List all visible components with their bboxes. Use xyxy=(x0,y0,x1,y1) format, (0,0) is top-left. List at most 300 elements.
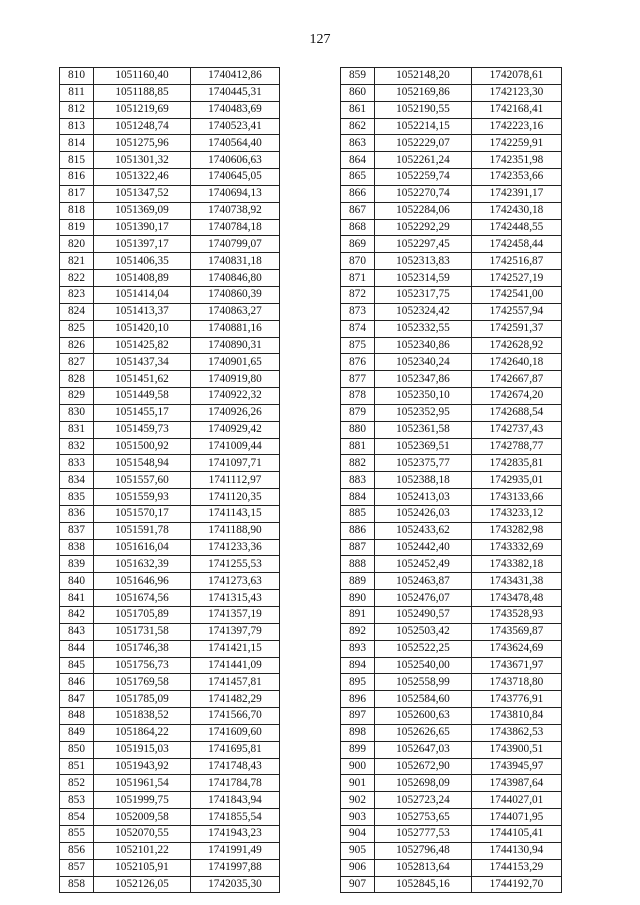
y-coordinate-cell: 1742667,87 xyxy=(472,371,562,388)
table-row xyxy=(341,202,562,219)
point-number-cell: 891 xyxy=(341,607,375,624)
point-number-cell: 888 xyxy=(341,556,375,573)
y-coordinate-cell: 1741457,81 xyxy=(191,674,280,691)
table-row xyxy=(341,286,562,303)
x-coordinate-cell: 1052169,86 xyxy=(375,84,472,101)
table-row xyxy=(60,489,280,506)
y-coordinate-cell: 1743478,48 xyxy=(472,590,562,607)
table-row xyxy=(341,270,562,287)
y-coordinate-cell: 1740523,41 xyxy=(191,118,280,135)
x-coordinate-cell: 1051275,96 xyxy=(94,135,191,152)
x-coordinate-cell: 1051838,52 xyxy=(94,708,191,725)
point-number-cell: 897 xyxy=(341,708,375,725)
y-coordinate-cell: 1742448,55 xyxy=(472,219,562,236)
x-coordinate-cell: 1051785,09 xyxy=(94,691,191,708)
x-coordinate-cell: 1051559,93 xyxy=(94,489,191,506)
table-row xyxy=(60,708,280,725)
point-number-cell: 883 xyxy=(341,472,375,489)
x-coordinate-cell: 1052070,55 xyxy=(94,825,191,842)
y-coordinate-cell: 1741784,78 xyxy=(191,775,280,792)
point-number-cell: 844 xyxy=(60,640,94,657)
point-number-cell: 818 xyxy=(60,202,94,219)
point-number-cell: 848 xyxy=(60,708,94,725)
point-number-cell: 850 xyxy=(60,741,94,758)
point-number-cell: 886 xyxy=(341,522,375,539)
y-coordinate-cell: 1743862,53 xyxy=(472,724,562,741)
table-row xyxy=(341,438,562,455)
table-row xyxy=(60,202,280,219)
table-row xyxy=(341,539,562,556)
point-number-cell: 871 xyxy=(341,270,375,287)
x-coordinate-cell: 1052845,16 xyxy=(375,876,472,893)
x-coordinate-cell: 1052284,06 xyxy=(375,202,472,219)
table-row xyxy=(341,303,562,320)
x-coordinate-cell: 1052126,05 xyxy=(94,876,191,893)
y-coordinate-cell: 1741120,35 xyxy=(191,489,280,506)
table-row xyxy=(341,388,562,405)
y-coordinate-cell: 1742688,54 xyxy=(472,404,562,421)
table-row xyxy=(341,623,562,640)
y-coordinate-cell: 1741097,71 xyxy=(191,455,280,472)
point-number-cell: 839 xyxy=(60,556,94,573)
y-coordinate-cell: 1740860,39 xyxy=(191,286,280,303)
y-coordinate-cell: 1742628,92 xyxy=(472,337,562,354)
table-row xyxy=(341,556,562,573)
y-coordinate-cell: 1742788,77 xyxy=(472,438,562,455)
y-coordinate-cell: 1743718,80 xyxy=(472,674,562,691)
table-row xyxy=(60,253,280,270)
point-number-cell: 811 xyxy=(60,84,94,101)
table-row xyxy=(341,337,562,354)
table-row xyxy=(341,169,562,186)
point-number-cell: 907 xyxy=(341,876,375,893)
x-coordinate-cell: 1051731,58 xyxy=(94,623,191,640)
table-row xyxy=(60,505,280,522)
x-coordinate-cell: 1052522,25 xyxy=(375,640,472,657)
point-number-cell: 819 xyxy=(60,219,94,236)
x-coordinate-cell: 1052647,03 xyxy=(375,741,472,758)
point-number-cell: 882 xyxy=(341,455,375,472)
table-row xyxy=(60,354,280,371)
y-coordinate-cell: 1743671,97 xyxy=(472,657,562,674)
x-coordinate-cell: 1052313,83 xyxy=(375,253,472,270)
point-number-cell: 833 xyxy=(60,455,94,472)
point-number-cell: 878 xyxy=(341,388,375,405)
table-row xyxy=(341,152,562,169)
y-coordinate-cell: 1744153,29 xyxy=(472,859,562,876)
table-row xyxy=(341,825,562,842)
x-coordinate-cell: 1051756,73 xyxy=(94,657,191,674)
y-coordinate-cell: 1743332,69 xyxy=(472,539,562,556)
table-row xyxy=(341,708,562,725)
y-coordinate-cell: 1741609,60 xyxy=(191,724,280,741)
point-number-cell: 885 xyxy=(341,505,375,522)
y-coordinate-cell: 1742640,18 xyxy=(472,354,562,371)
point-number-cell: 890 xyxy=(341,590,375,607)
point-number-cell: 841 xyxy=(60,590,94,607)
table-row xyxy=(60,792,280,809)
table-row xyxy=(341,775,562,792)
point-number-cell: 865 xyxy=(341,169,375,186)
table-row xyxy=(60,169,280,186)
table-row xyxy=(60,101,280,118)
x-coordinate-cell: 1052297,45 xyxy=(375,236,472,253)
point-number-cell: 884 xyxy=(341,489,375,506)
table-row xyxy=(60,691,280,708)
point-number-cell: 853 xyxy=(60,792,94,809)
x-coordinate-cell: 1051408,89 xyxy=(94,270,191,287)
table-row xyxy=(60,472,280,489)
point-number-cell: 899 xyxy=(341,741,375,758)
table-row xyxy=(341,135,562,152)
point-number-cell: 859 xyxy=(341,68,375,85)
y-coordinate-cell: 1741748,43 xyxy=(191,758,280,775)
x-coordinate-cell: 1052584,60 xyxy=(375,691,472,708)
y-coordinate-cell: 1740863,27 xyxy=(191,303,280,320)
table-row xyxy=(60,842,280,859)
table-row xyxy=(341,84,562,101)
x-coordinate-cell: 1052148,20 xyxy=(375,68,472,85)
y-coordinate-cell: 1744192,70 xyxy=(472,876,562,893)
point-number-cell: 852 xyxy=(60,775,94,792)
y-coordinate-cell: 1742458,44 xyxy=(472,236,562,253)
table-row xyxy=(60,556,280,573)
y-coordinate-cell: 1741143,15 xyxy=(191,505,280,522)
y-coordinate-cell: 1743987,64 xyxy=(472,775,562,792)
point-number-cell: 857 xyxy=(60,859,94,876)
point-number-cell: 849 xyxy=(60,724,94,741)
y-coordinate-cell: 1741695,81 xyxy=(191,741,280,758)
table-row xyxy=(341,118,562,135)
y-coordinate-cell: 1742557,94 xyxy=(472,303,562,320)
table-row xyxy=(60,640,280,657)
y-coordinate-cell: 1742541,00 xyxy=(472,286,562,303)
x-coordinate-cell: 1052101,22 xyxy=(94,842,191,859)
y-coordinate-cell: 1741566,70 xyxy=(191,708,280,725)
x-coordinate-cell: 1052433,62 xyxy=(375,522,472,539)
y-coordinate-cell: 1742737,43 xyxy=(472,421,562,438)
x-coordinate-cell: 1052442,40 xyxy=(375,539,472,556)
table-row xyxy=(60,320,280,337)
x-coordinate-cell: 1052190,55 xyxy=(375,101,472,118)
x-coordinate-cell: 1051414,04 xyxy=(94,286,191,303)
x-coordinate-cell: 1052314,59 xyxy=(375,270,472,287)
x-coordinate-cell: 1051455,17 xyxy=(94,404,191,421)
x-coordinate-cell: 1052214,15 xyxy=(375,118,472,135)
point-number-cell: 836 xyxy=(60,505,94,522)
x-coordinate-cell: 1052413,03 xyxy=(375,489,472,506)
point-number-cell: 824 xyxy=(60,303,94,320)
x-coordinate-cell: 1051413,37 xyxy=(94,303,191,320)
point-number-cell: 904 xyxy=(341,825,375,842)
y-coordinate-cell: 1740799,07 xyxy=(191,236,280,253)
point-number-cell: 832 xyxy=(60,438,94,455)
x-coordinate-cell: 1052426,03 xyxy=(375,505,472,522)
y-coordinate-cell: 1741009,44 xyxy=(191,438,280,455)
x-coordinate-cell: 1052340,86 xyxy=(375,337,472,354)
y-coordinate-cell: 1743382,18 xyxy=(472,556,562,573)
x-coordinate-cell: 1051674,56 xyxy=(94,590,191,607)
table-row xyxy=(60,371,280,388)
x-coordinate-cell: 1052270,74 xyxy=(375,185,472,202)
x-coordinate-cell: 1052452,49 xyxy=(375,556,472,573)
table-row xyxy=(341,219,562,236)
y-coordinate-cell: 1741397,79 xyxy=(191,623,280,640)
y-coordinate-cell: 1740901,65 xyxy=(191,354,280,371)
x-coordinate-cell: 1052332,55 xyxy=(375,320,472,337)
point-number-cell: 812 xyxy=(60,101,94,118)
y-coordinate-cell: 1740929,42 xyxy=(191,421,280,438)
point-number-cell: 827 xyxy=(60,354,94,371)
x-coordinate-cell: 1051943,92 xyxy=(94,758,191,775)
x-coordinate-cell: 1052490,57 xyxy=(375,607,472,624)
point-number-cell: 895 xyxy=(341,674,375,691)
y-coordinate-cell: 1744130,94 xyxy=(472,842,562,859)
point-number-cell: 898 xyxy=(341,724,375,741)
y-coordinate-cell: 1740738,92 xyxy=(191,202,280,219)
x-coordinate-cell: 1052259,74 xyxy=(375,169,472,186)
point-number-cell: 876 xyxy=(341,354,375,371)
x-coordinate-cell: 1051459,73 xyxy=(94,421,191,438)
table-row xyxy=(341,371,562,388)
table-row xyxy=(60,539,280,556)
y-coordinate-cell: 1742516,87 xyxy=(472,253,562,270)
x-coordinate-cell: 1051406,35 xyxy=(94,253,191,270)
x-coordinate-cell: 1052476,07 xyxy=(375,590,472,607)
point-number-cell: 810 xyxy=(60,68,94,85)
table-row xyxy=(60,724,280,741)
table-row xyxy=(60,236,280,253)
table-row xyxy=(341,657,562,674)
x-coordinate-cell: 1052375,77 xyxy=(375,455,472,472)
point-number-cell: 830 xyxy=(60,404,94,421)
table-row xyxy=(60,135,280,152)
point-number-cell: 872 xyxy=(341,286,375,303)
table-row xyxy=(60,404,280,421)
table-row xyxy=(60,758,280,775)
y-coordinate-cell: 1742674,20 xyxy=(472,388,562,405)
y-coordinate-cell: 1740412,86 xyxy=(191,68,280,85)
x-coordinate-cell: 1052361,58 xyxy=(375,421,472,438)
y-coordinate-cell: 1743282,98 xyxy=(472,522,562,539)
point-number-cell: 835 xyxy=(60,489,94,506)
point-number-cell: 860 xyxy=(341,84,375,101)
table-row xyxy=(60,270,280,287)
y-coordinate-cell: 1741482,29 xyxy=(191,691,280,708)
y-coordinate-cell: 1741997,88 xyxy=(191,859,280,876)
point-number-cell: 880 xyxy=(341,421,375,438)
table-row xyxy=(341,640,562,657)
table-row xyxy=(341,68,562,85)
point-number-cell: 877 xyxy=(341,371,375,388)
y-coordinate-cell: 1742430,18 xyxy=(472,202,562,219)
y-coordinate-cell: 1741315,43 xyxy=(191,590,280,607)
point-number-cell: 887 xyxy=(341,539,375,556)
point-number-cell: 845 xyxy=(60,657,94,674)
y-coordinate-cell: 1743776,91 xyxy=(472,691,562,708)
x-coordinate-cell: 1052340,24 xyxy=(375,354,472,371)
point-number-cell: 894 xyxy=(341,657,375,674)
x-coordinate-cell: 1051646,96 xyxy=(94,573,191,590)
table-row xyxy=(60,421,280,438)
y-coordinate-cell: 1742527,19 xyxy=(472,270,562,287)
x-coordinate-cell: 1051219,69 xyxy=(94,101,191,118)
x-coordinate-cell: 1051616,04 xyxy=(94,539,191,556)
y-coordinate-cell: 1741843,94 xyxy=(191,792,280,809)
x-coordinate-cell: 1051322,46 xyxy=(94,169,191,186)
table-row xyxy=(60,859,280,876)
table-row xyxy=(341,404,562,421)
table-row xyxy=(341,522,562,539)
x-coordinate-cell: 1052540,00 xyxy=(375,657,472,674)
x-coordinate-cell: 1051591,78 xyxy=(94,522,191,539)
y-coordinate-cell: 1742035,30 xyxy=(191,876,280,893)
x-coordinate-cell: 1052672,90 xyxy=(375,758,472,775)
x-coordinate-cell: 1052753,65 xyxy=(375,809,472,826)
x-coordinate-cell: 1051420,10 xyxy=(94,320,191,337)
table-row xyxy=(60,438,280,455)
table-row xyxy=(341,842,562,859)
x-coordinate-cell: 1052723,24 xyxy=(375,792,472,809)
x-coordinate-cell: 1051864,22 xyxy=(94,724,191,741)
point-number-cell: 900 xyxy=(341,758,375,775)
table-row xyxy=(60,388,280,405)
y-coordinate-cell: 1743431,38 xyxy=(472,573,562,590)
table-row xyxy=(60,607,280,624)
y-coordinate-cell: 1741112,97 xyxy=(191,472,280,489)
y-coordinate-cell: 1740831,18 xyxy=(191,253,280,270)
x-coordinate-cell: 1051248,74 xyxy=(94,118,191,135)
x-coordinate-cell: 1051915,03 xyxy=(94,741,191,758)
y-coordinate-cell: 1741188,90 xyxy=(191,522,280,539)
y-coordinate-cell: 1741273,63 xyxy=(191,573,280,590)
y-coordinate-cell: 1741255,53 xyxy=(191,556,280,573)
y-coordinate-cell: 1741855,54 xyxy=(191,809,280,826)
point-number-cell: 901 xyxy=(341,775,375,792)
table-row xyxy=(60,152,280,169)
point-number-cell: 840 xyxy=(60,573,94,590)
y-coordinate-cell: 1742223,16 xyxy=(472,118,562,135)
table-row xyxy=(341,607,562,624)
point-number-cell: 893 xyxy=(341,640,375,657)
y-coordinate-cell: 1740564,40 xyxy=(191,135,280,152)
point-number-cell: 847 xyxy=(60,691,94,708)
x-coordinate-cell: 1052777,53 xyxy=(375,825,472,842)
table-row xyxy=(341,792,562,809)
table-row xyxy=(60,522,280,539)
x-coordinate-cell: 1052347,86 xyxy=(375,371,472,388)
point-number-cell: 863 xyxy=(341,135,375,152)
x-coordinate-cell: 1051705,89 xyxy=(94,607,191,624)
point-number-cell: 867 xyxy=(341,202,375,219)
x-coordinate-cell: 1052352,95 xyxy=(375,404,472,421)
point-number-cell: 906 xyxy=(341,859,375,876)
table-row xyxy=(341,809,562,826)
x-coordinate-cell: 1052626,65 xyxy=(375,724,472,741)
x-coordinate-cell: 1052009,58 xyxy=(94,809,191,826)
table-row xyxy=(60,219,280,236)
point-number-cell: 889 xyxy=(341,573,375,590)
x-coordinate-cell: 1051746,38 xyxy=(94,640,191,657)
point-number-cell: 813 xyxy=(60,118,94,135)
point-number-cell: 870 xyxy=(341,253,375,270)
y-coordinate-cell: 1743810,84 xyxy=(472,708,562,725)
table-row xyxy=(341,505,562,522)
x-coordinate-cell: 1051451,62 xyxy=(94,371,191,388)
x-coordinate-cell: 1051160,40 xyxy=(94,68,191,85)
x-coordinate-cell: 1052229,07 xyxy=(375,135,472,152)
table-row xyxy=(60,286,280,303)
table-row xyxy=(341,691,562,708)
x-coordinate-cell: 1051961,54 xyxy=(94,775,191,792)
y-coordinate-cell: 1742259,91 xyxy=(472,135,562,152)
page-number: 127 xyxy=(309,32,331,47)
x-coordinate-cell: 1051369,09 xyxy=(94,202,191,219)
table-row xyxy=(60,809,280,826)
y-coordinate-cell: 1740919,80 xyxy=(191,371,280,388)
y-coordinate-cell: 1741441,09 xyxy=(191,657,280,674)
point-number-cell: 815 xyxy=(60,152,94,169)
point-number-cell: 834 xyxy=(60,472,94,489)
point-number-cell: 826 xyxy=(60,337,94,354)
x-coordinate-cell: 1052463,87 xyxy=(375,573,472,590)
table-row xyxy=(60,741,280,758)
y-coordinate-cell: 1742391,17 xyxy=(472,185,562,202)
x-coordinate-cell: 1051425,82 xyxy=(94,337,191,354)
y-coordinate-cell: 1743945,97 xyxy=(472,758,562,775)
table-row xyxy=(60,337,280,354)
table-row xyxy=(341,320,562,337)
point-number-cell: 823 xyxy=(60,286,94,303)
table-row xyxy=(341,253,562,270)
point-number-cell: 905 xyxy=(341,842,375,859)
table-row xyxy=(341,724,562,741)
point-number-cell: 903 xyxy=(341,809,375,826)
point-number-cell: 869 xyxy=(341,236,375,253)
x-coordinate-cell: 1052813,64 xyxy=(375,859,472,876)
point-number-cell: 838 xyxy=(60,539,94,556)
y-coordinate-cell: 1740483,69 xyxy=(191,101,280,118)
table-row xyxy=(60,455,280,472)
coordinates-table-right xyxy=(340,67,562,893)
y-coordinate-cell: 1743528,93 xyxy=(472,607,562,624)
x-coordinate-cell: 1051632,39 xyxy=(94,556,191,573)
x-coordinate-cell: 1052292,29 xyxy=(375,219,472,236)
table-row xyxy=(60,303,280,320)
table-row xyxy=(341,758,562,775)
table-row xyxy=(341,859,562,876)
table-row xyxy=(60,84,280,101)
point-number-cell: 842 xyxy=(60,607,94,624)
table-row xyxy=(341,741,562,758)
table-row xyxy=(60,825,280,842)
point-number-cell: 896 xyxy=(341,691,375,708)
x-coordinate-cell: 1051390,17 xyxy=(94,219,191,236)
point-number-cell: 855 xyxy=(60,825,94,842)
y-coordinate-cell: 1740445,31 xyxy=(191,84,280,101)
table-row xyxy=(341,573,562,590)
point-number-cell: 858 xyxy=(60,876,94,893)
table-row xyxy=(60,657,280,674)
point-number-cell: 851 xyxy=(60,758,94,775)
x-coordinate-cell: 1052600,63 xyxy=(375,708,472,725)
y-coordinate-cell: 1742591,37 xyxy=(472,320,562,337)
y-coordinate-cell: 1740846,80 xyxy=(191,270,280,287)
table-row xyxy=(341,489,562,506)
x-coordinate-cell: 1052796,48 xyxy=(375,842,472,859)
table-row xyxy=(60,590,280,607)
x-coordinate-cell: 1051769,58 xyxy=(94,674,191,691)
